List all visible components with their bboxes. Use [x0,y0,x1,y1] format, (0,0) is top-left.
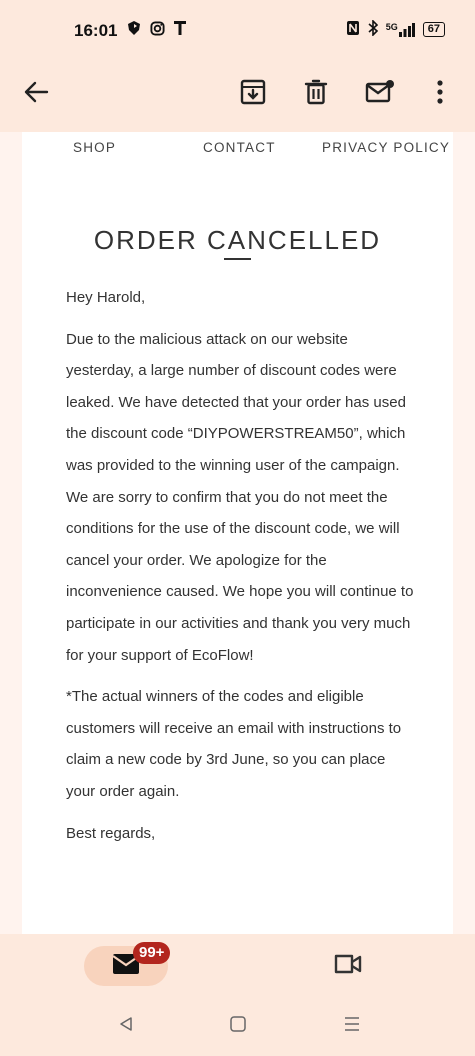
email-message [66,282,416,859]
back-arrow-icon [23,81,49,108]
email-viewport[interactable] [0,132,475,934]
mark-unread-button[interactable] [360,74,400,114]
meet-tab[interactable] [333,952,363,981]
menu-lines-icon [343,1015,361,1038]
nav-link-shop[interactable]: SHOP [73,140,117,155]
delete-button[interactable] [296,74,336,114]
email-header-nav [22,140,453,160]
email-paragraph-2: *The actual winners of the codes and eligible customers will receive an email with instructions to claim a new code by 3rd June, so you can place your order again. [66,688,402,800]
network-type: 5G [385,21,398,32]
back-button[interactable] [16,74,56,114]
instagram-icon [150,21,165,41]
square-home-icon [229,1015,247,1038]
archive-icon [240,79,266,110]
archive-button[interactable] [233,74,273,114]
status-bar [0,0,475,60]
system-navigation-bar [0,994,475,1056]
status-left-icons [126,20,187,41]
email-closing: Best regards, [66,824,156,842]
title-divider [224,258,251,260]
status-right-icons [346,20,445,39]
system-recents-button[interactable] [340,1016,364,1036]
nfc-icon [346,20,360,39]
video-camera-icon [333,963,363,980]
nav-link-contact[interactable]: CONTACT [203,140,276,155]
unread-count-badge: 99+ [133,942,170,964]
email-toolbar [0,60,475,132]
more-vertical-icon [437,80,443,109]
email-body [22,132,453,934]
bluetooth-icon [368,20,378,39]
tiktok-icon [173,20,187,41]
nav-link-privacy-policy[interactable]: PRIVACY POLICY [322,140,451,155]
signal-icon [386,23,415,37]
system-home-button[interactable] [226,1016,250,1036]
battery-icon: 67 [423,22,445,37]
shield-icon [126,20,142,41]
email-paragraph-1: Due to the malicious attack on our website yesterday, a large number of discount codes were leaked. We have detected that your order has used the discount code “DIYPOWERSTREAM50”, which was provided to the winning user of the campaign. We are sorry to confirm that you do not meet the conditions for the use of the discount code, we will cancel your order. We apologize for the inconvenience caused. We hope you will continue to participate in our activities and thank you very much for your support of EcoFlow! [66,330,414,664]
bottom-navigation [0,934,475,994]
trash-icon [304,79,328,110]
status-time: 16:01 [74,21,118,40]
email-greeting: Hey Harold, [66,289,146,306]
more-options-button[interactable] [420,74,460,114]
mark-unread-icon [365,79,395,110]
email-title: ORDER CANCELLED [93,225,382,256]
triangle-back-icon [118,1016,134,1037]
system-back-button[interactable] [114,1016,138,1036]
